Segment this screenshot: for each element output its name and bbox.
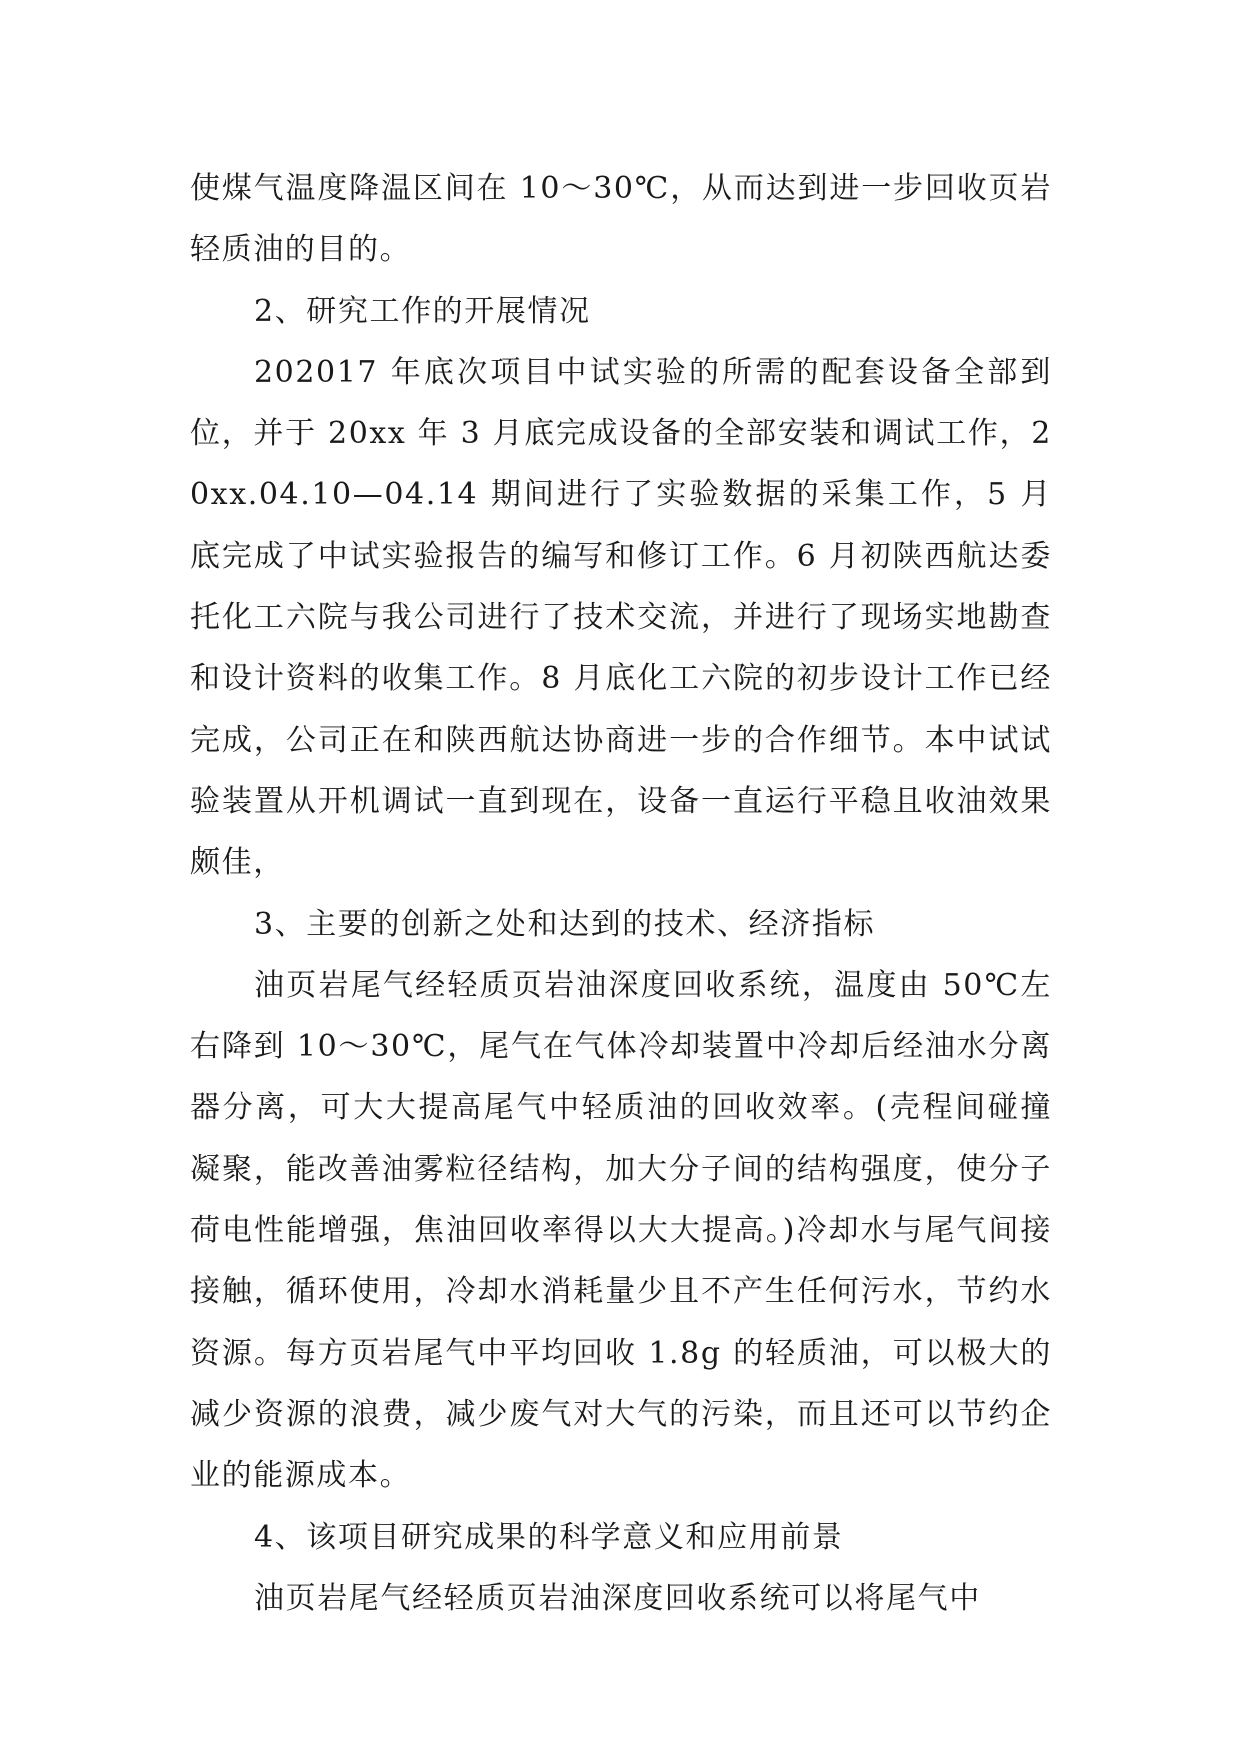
paragraph-innovation: 油页岩尾气经轻质页岩油深度回收系统，温度由 50℃左右降到 10～30℃，尾气在气体冷却装置中冷却后经油水分离器分离，可大大提高尾气中轻质油的回收效率。(壳程间碰撞凝聚，能改善油雾粒径结构，加大分子间的结构强度，使分子荷电性能增强，焦油回收率得以大大提高。)冷却水与尾气间接接触，循环使用，冷却水消耗量少且不产生任何污水，节约水资源。每方页岩尾气中平均回收 1.8g 的轻质油，可以极大的减少资源的浪费，减少废气对大气的污染，而且还可以节约企业的能源成本。 <box>190 967 1052 1494</box>
section-heading-3: 3、主要的创新之处和达到的技术、经济指标 <box>254 906 876 942</box>
document-page <box>190 158 1052 1629</box>
paragraph-continuation: 使煤气温度降温区间在 10～30℃，从而达到进一步回收页岩轻质油的目的。 <box>190 171 1052 268</box>
section-heading-4: 4、该项目研究成果的科学意义和应用前景 <box>254 1519 844 1555</box>
paragraph-progress: 202017 年底次项目中试实验的所需的配套设备全部到位，并于 20xx 年 3 月底完成设备的全部安装和调试工作，20xx.04.10—04.14 期间进行了实验数据的采集工作，5 月底完成了中试实验报告的编写和修订工作。6 月初陕西航达委托化工六院与我公司进行了技术交流，并进行了现场实地勘查和设计资料的收集工作。8 月底化工六院的初步设计工作已经完成，公司正在和陕西航达协商进一步的合作细节。本中试试验装置从开机调试一直到现在，设备一直运行平稳且收油效果颇佳， <box>190 354 1052 881</box>
section-heading-2: 2、研究工作的开展情况 <box>254 293 591 329</box>
paragraph-significance: 油页岩尾气经轻质页岩油深度回收系统可以将尾气中 <box>254 1580 981 1616</box>
